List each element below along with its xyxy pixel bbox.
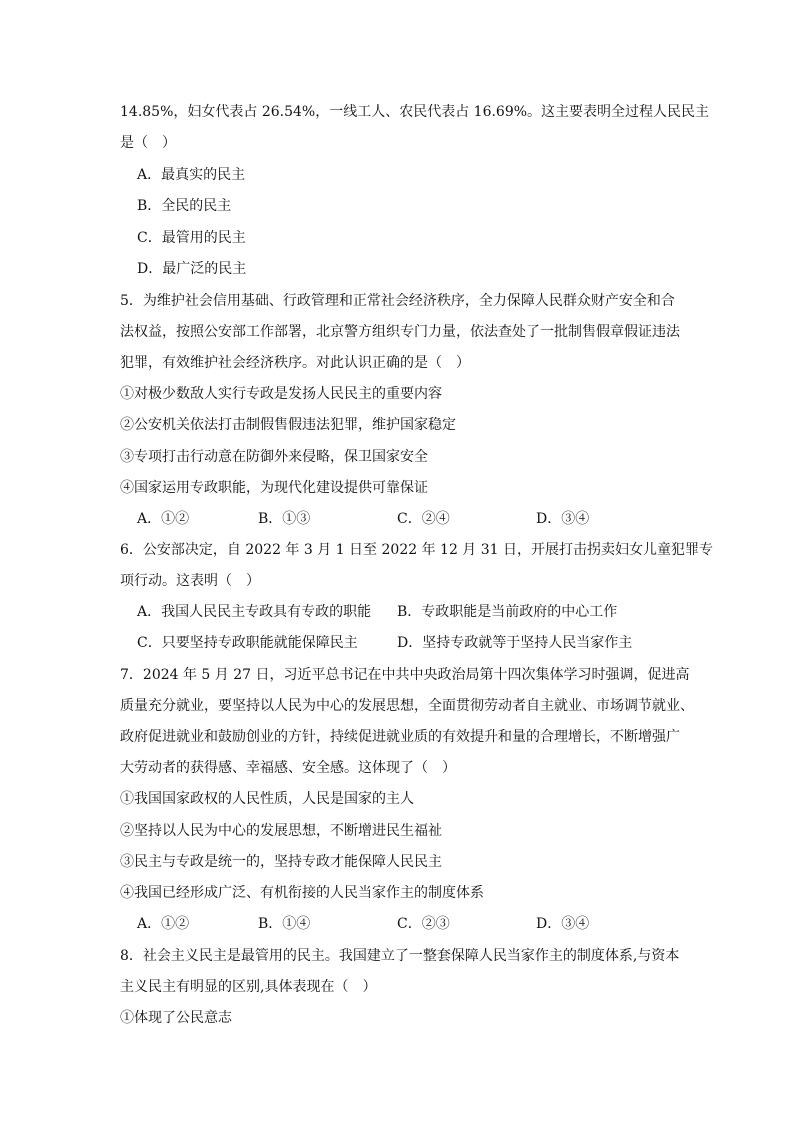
q5-option-d: D．③④ (536, 511, 590, 527)
q8-statement-1: ①体现了公民意志 (120, 1010, 232, 1026)
q4-text-line-2: 是（ ） (120, 135, 176, 151)
q4-option-d: D．最广泛的民主 (137, 261, 247, 277)
q5-option-c: C．②④ (397, 511, 450, 527)
q6-text-line-1: 6．公安部决定，自 2022 年 3 月 1 日至 2022 年 12 月 31 日，开展打击拐卖妇女儿童犯罪专 (120, 542, 714, 558)
q7-statement-1: ①我国国家政权的人民性质，人民是国家的主人 (120, 791, 414, 807)
q7-statement-3: ③民主与专政是统一的，坚持专政才能保障人民民主 (120, 854, 442, 870)
q8-text-line-2: 主义民主有明显的区别,具体表现在（ ） (120, 979, 377, 995)
q7-text-line-4: 大劳动者的获得感、幸福感、安全感。这体现了（ ） (120, 760, 456, 776)
q5-option-a: A．①② (137, 511, 190, 527)
q5-text-line-1: 5．为维护社会信用基础、行政管理和正常社会经济秩序，全力保障人民群众财产安全和合 (120, 293, 675, 309)
q6-option-b: B．专政职能是当前政府的中心工作 (397, 604, 618, 620)
q5-statement-4: ④国家运用专政职能，为现代化建设提供可靠保证 (120, 480, 428, 496)
q5-statement-3: ③专项打击行动意在防御外来侵略，保卫国家安全 (120, 449, 428, 465)
q7-statement-2: ②坚持以人民为中心的发展思想，不断增进民生福祉 (120, 823, 442, 839)
q7-text-line-1: 7．2024 年 5 月 27 日，习近平总书记在中共中央政治局第十四次集体学习时强调，促进高 (120, 667, 690, 683)
q7-text-line-2: 质量充分就业，要坚持以人民为中心的发展思想，全面贯彻劳动者自主就业、市场调节就业、 (120, 698, 694, 714)
q6-option-a: A．我国人民民主专政具有专政的职能 (137, 604, 372, 620)
q6-text-line-2: 项行动。这表明（ ） (120, 573, 260, 589)
q7-option-a: A．①② (137, 916, 190, 932)
q6-option-c: C．只要坚持专政职能就能保障民主 (137, 635, 358, 651)
q7-option-c: C．②③ (397, 916, 450, 932)
q4-option-b: B．全民的民主 (137, 198, 232, 214)
q4-option-a: A．最真实的民主 (137, 167, 246, 183)
q4-text-line-1: 14.85%，妇女代表占 26.54%，一线工人、农民代表占 16.69%。这主要表明全过程人民民主 (120, 104, 710, 120)
q6-option-d: D．坚持专政就等于坚持人民当家作主 (397, 635, 633, 651)
q5-statement-1: ①对极少数敌人实行专政是发扬人民民主的重要内容 (120, 386, 442, 402)
q5-statement-2: ②公安机关依法打击制假售假违法犯罪，维护国家稳定 (120, 417, 456, 433)
q5-option-b: B．①③ (258, 511, 311, 527)
q4-option-c: C．最管用的民主 (137, 230, 246, 246)
q8-text-line-1: 8．社会主义民主是最管用的民主。我国建立了一整套保障人民当家作主的制度体系,与资本 (120, 948, 680, 964)
q5-text-line-3: 犯罪，有效维护社会经济秩序。对此认识正确的是（ ） (120, 355, 470, 371)
q7-text-line-3: 政府促进就业和鼓励创业的方针，持续促进就业质的有效提升和量的合理增长，不断增强广 (120, 729, 680, 745)
q7-statement-4: ④我国已经形成广泛、有机衔接的人民当家作主的制度体系 (120, 885, 484, 901)
q5-text-line-2: 法权益，按照公安部工作部署，北京警方组织专门力量，依法查处了一批制售假章假证违法 (120, 324, 680, 340)
q7-option-d: D．③④ (536, 916, 590, 932)
q7-option-b: B．①④ (258, 916, 311, 932)
